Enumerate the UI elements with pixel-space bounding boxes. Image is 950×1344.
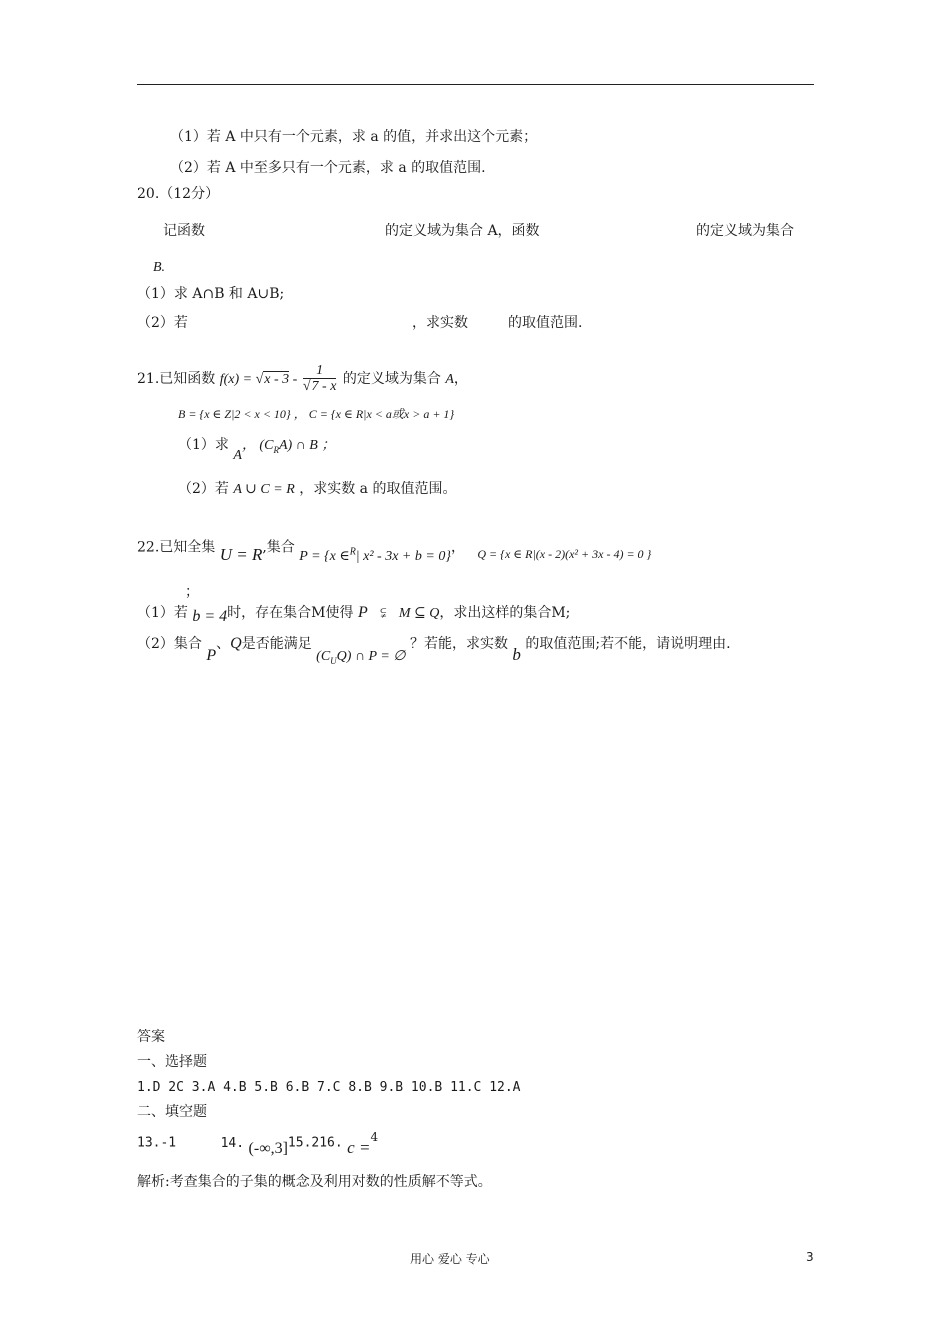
footer-text: 用心 爱心 专心 (410, 1252, 490, 1266)
q19-part2: （2）若 A 中至多只有一个元素，求 a 的取值范围. (170, 160, 486, 176)
q21-frac-den: √7 - x (302, 379, 337, 394)
q20-line-a: 记函数 (163, 223, 205, 239)
q21-p2-label: （2）若 (178, 481, 229, 497)
answers-analysis: 解析:考查集合的子集的概念及利用对数的性质解不等式。 (137, 1174, 492, 1190)
q21-p1-label: （1）求 (178, 437, 229, 453)
q22-intro-line: 22.已知全集 U = R,集合 P = {x ∈$^R$| x² - 3x + b = 0}， Q = {x ∈ R|(x - 2)(x² + 3x - 4) = 0 } (137, 539, 652, 564)
answers-choices: 1.D 2C 3.A 4.B 5.B 6.B 7.C 8.B 9.B 10.B 11.C 12.A (137, 1080, 521, 1095)
q21-part2 (178, 480, 456, 499)
q22-intro: 22.已知全集 (137, 539, 216, 556)
q21-frac-num: 1 (303, 363, 337, 379)
answers-fill: 13.-1 14. (-∞,3]15.216. c =4 (137, 1130, 379, 1157)
q20-line-d: B. (153, 260, 166, 275)
q20-header: 20.（12分） (137, 186, 220, 202)
q19-part1: （1）若 A 中只有一个元素，求 a 的值，并求出这个元素； (170, 129, 538, 145)
q20-part2-a: （2）若 (137, 315, 188, 331)
q21-set-a: A (445, 372, 454, 387)
q21-intro: 21.已知函数 (137, 371, 216, 387)
answers-sec1: 一、选择题 (137, 1054, 207, 1070)
q21-sets: B = {x ∈ Z|2 < x < 10} ， C = {x ∈ R|x < a或x > a + 1} (178, 407, 455, 421)
header-rule (137, 84, 814, 85)
q21-fx: f(x) = √x - 3 - (219, 372, 298, 387)
q22-semicolon: ； (185, 584, 199, 600)
answers-sec2: 二、填空题 (137, 1104, 207, 1120)
q21-fraction (303, 363, 337, 395)
q21-part1: （1）求 A， $(C_RA)$ ∩ B ； (178, 437, 336, 463)
q22-q-set: Q = {x ∈ R|(x - 2)(x² + 3x - 4) = 0 } (477, 546, 652, 561)
q22-part2: （2）集合 P、Q是否能满足 $(C_UQ)$ ∩ P = ∅ ？若能，求实数 b 的取值范围;若不能，请说明理由. (137, 635, 731, 666)
q22-part1: （1）若 b = 4时，存在集合M使得 P ⫋ M ⊆ Q，求出这样的集合M; (137, 604, 571, 625)
q21-tail: 的定义域为集合 (342, 371, 441, 387)
q21-p2-tail: ，求实数 a 的取值范围。 (299, 481, 457, 497)
q22-u: U = R (219, 544, 263, 564)
q21-p2-expr: A ∪ C = R (233, 482, 295, 497)
proper-subset-symbol: ⫋ (380, 605, 387, 621)
q20-line-c: 的定义域为集合 (696, 223, 794, 239)
q22-p2-expr: $(C_UQ)$ ∩ P = ∅ (316, 649, 406, 666)
q21-intro-line: 21.已知函数 f(x) = √x - 3 - $\frac{1}{√7 - x}$ 的定义域为集合 A， (137, 363, 468, 394)
answers-title: 答案 (137, 1029, 165, 1045)
q20-part1: （1）求 A∩B 和 A∪B; (137, 286, 285, 302)
q20-part2-c: 的取值范围. (508, 315, 583, 331)
q20-line-b: 的定义域为集合 A，函数 (385, 223, 540, 239)
page-number: 3 (806, 1250, 814, 1264)
q20-part2-b: ，求实数 (412, 315, 468, 331)
q22-p-set: P = {x ∈$^R$| x² - 3x + b = 0} (299, 546, 451, 564)
